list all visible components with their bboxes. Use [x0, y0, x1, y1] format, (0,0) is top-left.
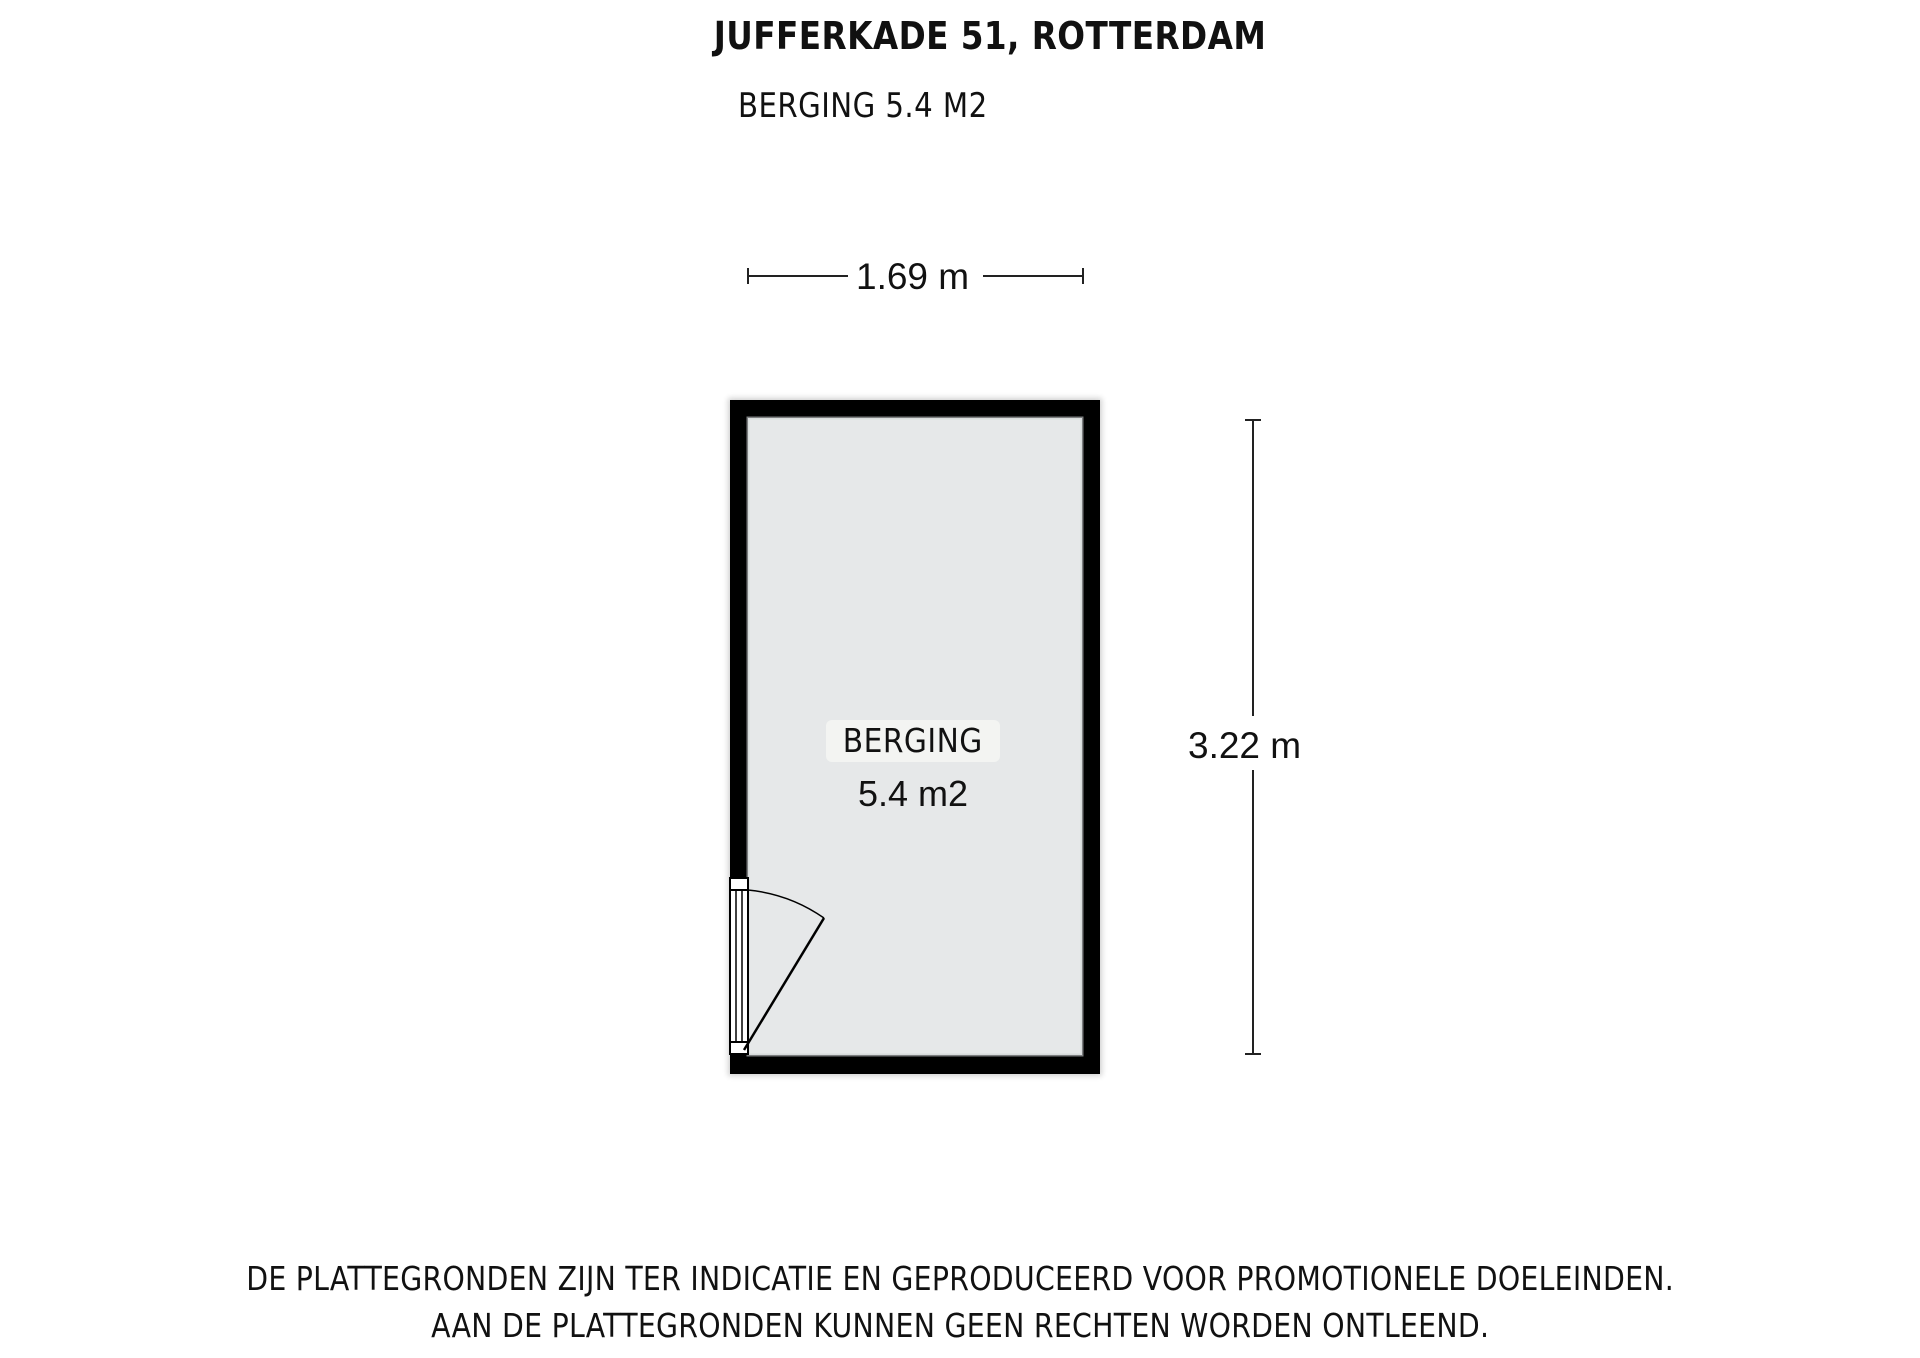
room-area-label: 5.4 m2	[857, 773, 969, 814]
height-dimension-label: 3.22 m	[1188, 721, 1301, 770]
disclaimer-line-1-text: DE PLATTEGRONDEN ZIJN TER INDICATIE EN GEPRODUCEERD VOOR PROMOTIONELE DOELEINDEN.	[246, 1259, 1674, 1298]
page-title: JUFFERKADE 51, ROTTERDAM	[713, 14, 1267, 58]
width-dimension-label: 1.69 m	[850, 258, 975, 295]
disclaimer-line-1	[0, 1259, 1920, 1298]
room-name-text: BERGING	[843, 721, 983, 760]
page-subtitle: BERGING 5.4 M2	[738, 86, 988, 126]
room-name-label	[826, 720, 1000, 762]
disclaimer-line-2	[0, 1306, 1920, 1345]
disclaimer-line-2-text: AAN DE PLATTEGRONDEN KUNNEN GEEN RECHTEN WORDEN ONTLEEND.	[430, 1306, 1490, 1345]
